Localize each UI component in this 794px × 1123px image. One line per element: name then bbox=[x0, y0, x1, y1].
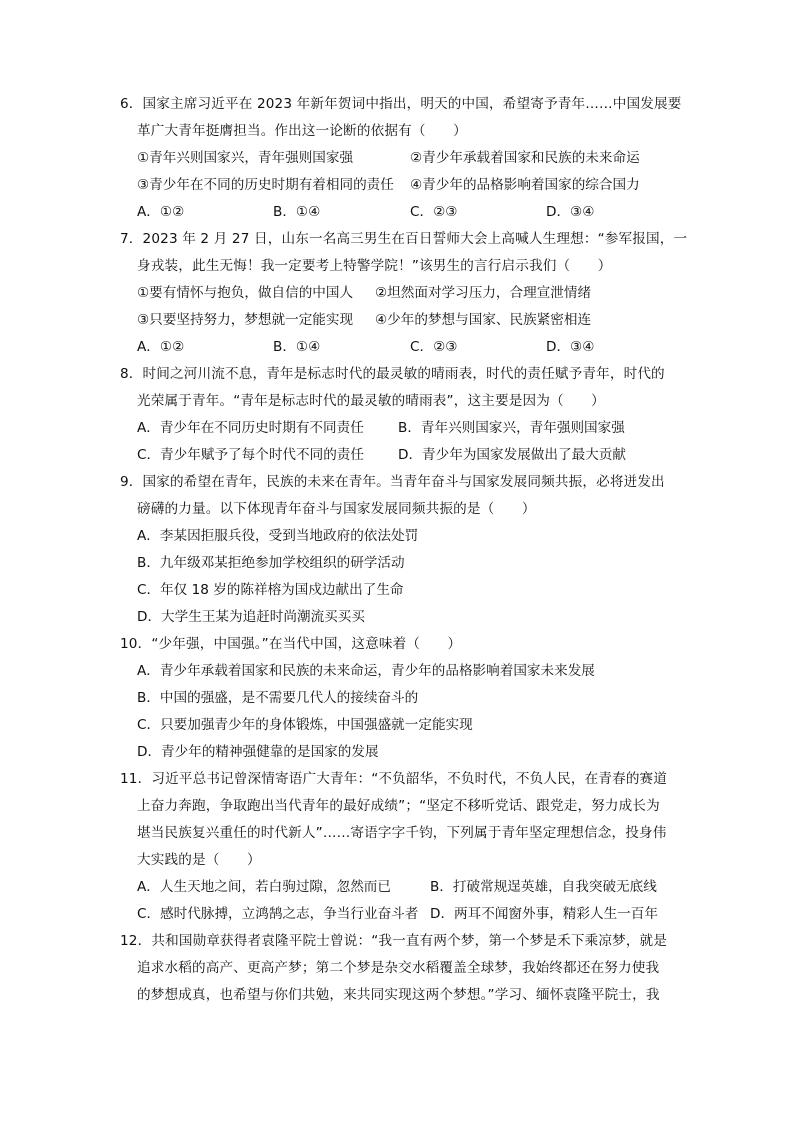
option-d: D．两耳不闻窗外事，精彩人生一百年 bbox=[430, 906, 658, 922]
question-text-line: 磅礴的力量。以下体现青年奋斗与国家发展同频共振的是（ ） bbox=[137, 501, 536, 517]
option-b: B．青年兴则国家兴，青年强则国家强 bbox=[398, 420, 625, 436]
option-c: C．青少年赋予了每个时代不同的责任 bbox=[137, 447, 364, 463]
option-c: C．感时代脉搏，立鸿鹄之志，争当行业奋斗者 bbox=[137, 906, 419, 922]
question-text-line: 革广大青年挺膺担当。作出这一论断的依据有（ ） bbox=[137, 123, 467, 139]
option-c: C．②③ bbox=[410, 204, 458, 220]
question-text-line: 6．国家主席习近平在 2023 年新年贺词中指出，明天的中国，希望寄予青年……中国发展要 bbox=[120, 96, 682, 112]
option-b: B．中国的强盛，是不需要几代人的接续奋斗的 bbox=[137, 690, 419, 706]
statement: ①要有情怀与抱负，做自信的中国人 bbox=[137, 285, 354, 301]
option-a: A．①② bbox=[137, 204, 185, 220]
option-b: B．①④ bbox=[273, 204, 321, 220]
question-text-line: 身戎装，此生无悔！我一定要考上特警学院！”该男生的言行启示我们（ ） bbox=[137, 258, 612, 274]
option-a: A．①② bbox=[137, 339, 185, 355]
statement: ①青年兴则国家兴，青年强则国家强 bbox=[137, 150, 354, 166]
statement: ②坦然面对学习压力，合理宣泄情绪 bbox=[375, 285, 592, 301]
statement: ④青少年的品格影响着国家的综合国力 bbox=[410, 177, 640, 193]
question-text-line: 12．共和国勋章获得者袁隆平院士曾说：“我一直有两个梦，第一个梦是禾下乘凉梦，就是 bbox=[120, 933, 668, 949]
question-text-line: 大实践的是（ ） bbox=[137, 852, 261, 868]
question-text-line: 上奋力奔跑，争取跑出当代青年的最好成绩”；“坚定不移听党话、跟党走，努力成长为 bbox=[137, 798, 660, 814]
question-text-line: 11．习近平总书记曾深情寄语广大青年：“不负韶华，不负时代，不负人民，在青春的赛道 bbox=[120, 771, 668, 787]
option-d: D．青少年为国家发展做出了最大贡献 bbox=[398, 447, 626, 463]
option-d: D．③④ bbox=[546, 204, 595, 220]
option-c: C．只要加强青少年的身体锻炼，中国强盛就一定能实现 bbox=[137, 717, 473, 733]
option-a: A．青少年承载着国家和民族的未来命运，青少年的品格影响着国家未来发展 bbox=[137, 663, 595, 679]
question-text-line: 10．“少年强，中国强。”在当代中国，这意味着（ ） bbox=[120, 636, 462, 652]
statement: ③只要坚持努力，梦想就一定能实现 bbox=[137, 312, 354, 328]
option-a: A．人生天地之间，若白驹过隙，忽然而已 bbox=[137, 879, 391, 895]
option-d: D．青少年的精神强健靠的是国家的发展 bbox=[137, 744, 379, 760]
option-b: B．①④ bbox=[273, 339, 321, 355]
option-a: A．李某因拒服兵役，受到当地政府的依法处罚 bbox=[137, 528, 419, 544]
option-d: D．大学生王某为追赶时尚潮流买买买 bbox=[137, 609, 365, 625]
option-b: B．九年级邓某拒绝参加学校组织的研学活动 bbox=[137, 555, 405, 571]
option-b: B．打破常规逞英雄，自我突破无底线 bbox=[430, 879, 657, 895]
statement: ②青少年承载着国家和民族的未来命运 bbox=[410, 150, 640, 166]
question-text-line: 8．时间之河川流不息，青年是标志时代的最灵敏的晴雨表，时代的责任赋予青年，时代的 bbox=[120, 366, 665, 382]
option-a: A．青少年在不同历史时期有不同责任 bbox=[137, 420, 364, 436]
question-text-line: 7．2023 年 2 月 27 日，山东一名高三男生在百日誓师大会上高喊人生理想：“参军报国，一 bbox=[120, 231, 688, 247]
question-text-line: 的梦想成真，也希望与你们共勉，来共同实现这两个梦想。”学习、缅怀袁隆平院士，我 bbox=[137, 987, 660, 1003]
option-c: C．年仅 18 岁的陈祥榕为国戍边献出了生命 bbox=[137, 582, 404, 598]
question-text-line: 追求水稻的高产、更高产梦；第二个梦是杂交水稻覆盖全球梦，我始终都还在努力使我 bbox=[137, 960, 660, 976]
option-c: C．②③ bbox=[410, 339, 458, 355]
question-text-line: 光荣属于青年。“青年是标志时代的最灵敏的晴雨表”，这主要是因为（ ） bbox=[137, 393, 605, 409]
statement: ④少年的梦想与国家、民族紧密相连 bbox=[375, 312, 592, 328]
statement: ③青少年在不同的历史时期有着相同的责任 bbox=[137, 177, 394, 193]
question-text-line: 9．国家的希望在青年，民族的未来在青年。当青年奋斗与国家发展同频共振，必将迸发出 bbox=[120, 474, 665, 490]
question-text-line: 堪当民族复兴重任的时代新人”……寄语字字千钧，下列属于青年坚定理想信念，投身伟 bbox=[137, 825, 667, 841]
option-d: D．③④ bbox=[546, 339, 595, 355]
